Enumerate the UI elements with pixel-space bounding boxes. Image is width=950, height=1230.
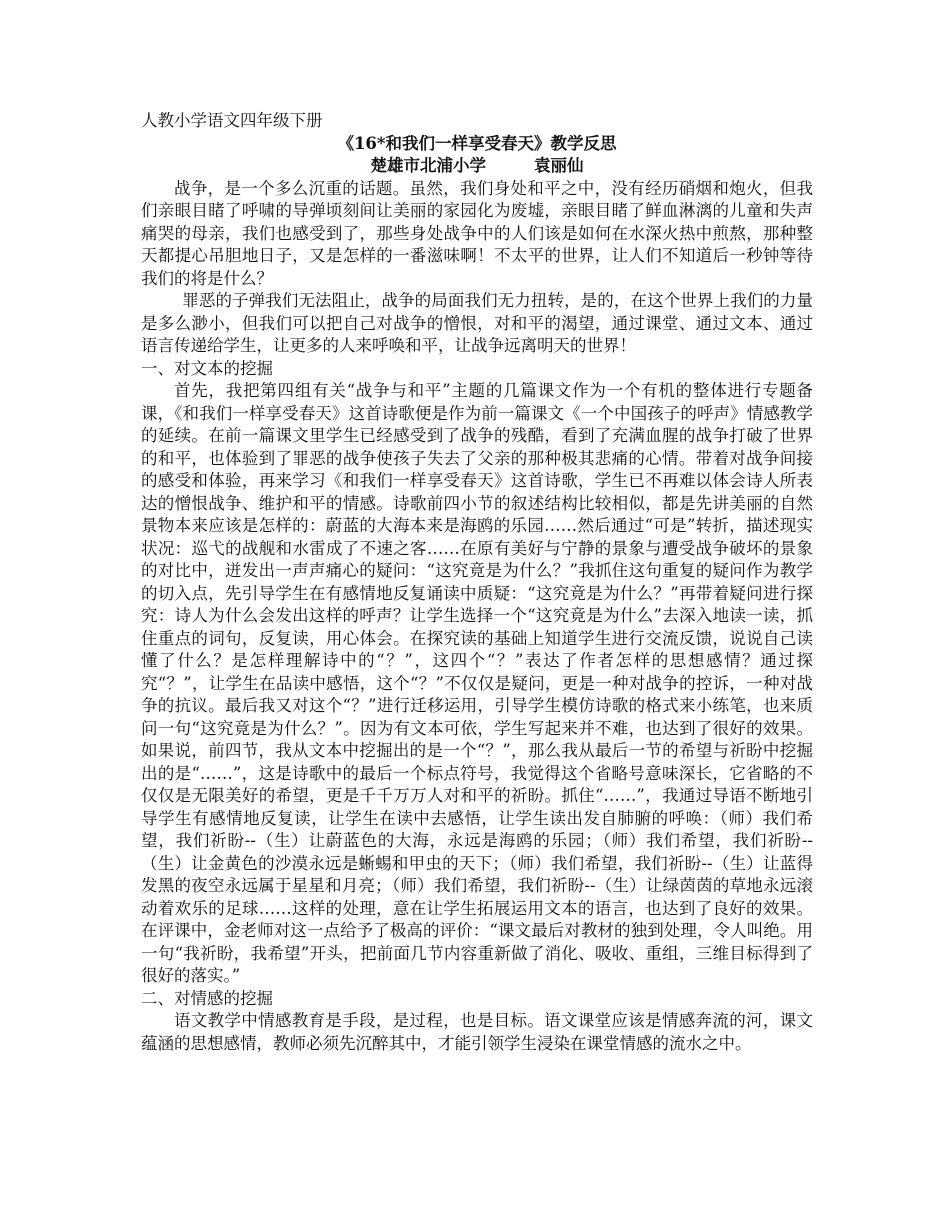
document-header: 人教小学语文四年级下册 [141,111,323,130]
document-title: 《16*和我们一样享受春天》教学反思 [337,133,617,153]
intro-paragraph-1: 战争，是一个多么沉重的话题。虽然，我们身处和平之中，没有经历硝烟和炮火，但我们亲眼目睹了呼啸的导弹顷刻间让美丽的家园化为废墟，亲眼目睹了鲜血淋漓的儿童和失声痛哭的母亲，我们也感受到了，那些身处战争中的人们该是如何在水深火热中煎熬，那种整天都提心吊胆地日子，又是怎样的一番滋味啊！不太平的世界，让人们不知道后一秒钟等待我们的将是什么？ [141,178,813,288]
author-school: 楚雄市北浦小学 [370,156,486,175]
section-2-heading: 二、对情感的挖掘 [141,988,273,1008]
section-1-paragraph: 首先，我把第四组有关“战争与和平”主题的几篇课文作为一个有机的整体进行专题备课，《和我们一样享受春天》这首诗歌便是作为前一篇课文《一个中国孩子的呼声》情感教学的延续。在前一篇课文里学生已经感受到了战争的残酷，看到了充满血腥的战争打破了世界的和平，也体验到了罪恶的战争使孩子失去了父亲的那种极其悲痛的心情。带着对战争间接的感受和体验，再来学习《和我们一样享受春天》这首诗歌，学生已不再难以体会诗人所表达的憎恨战争、维护和平的情感。诗歌前四小节的叙述结构比较相似，都是先讲美丽的自然景物本来应该是怎样的：蔚蓝的大海本来是海鸥的乐园……然后通过“可是”转折，描述现实状况：巡弋的战舰和水雷成了不速之客……在原有美好与宁静的景象与遭受战争破坏的景象的对比中，迸发出一声声痛心的疑问：“这究竟是为什么？”我抓住这句重复的疑问作为教学的切入点，先引导学生在有感情地反复诵读中质疑：“这究竟是为什么？”再带着疑问进行探究：诗人为什么会发出这样的呼声？让学生选择一个“这究竟是为什么”去深入地读一读，抓住重点的词句，反复读，用心体会。在探究读的基础上知道学生进行交流反馈，说说自己读懂了什么？是怎样理解诗中的“？”，这四个“？”表达了作者怎样的思想感情？通过探究“？”，让学生在品读中感悟，这个“？”不仅仅是疑问，更是一种对战争的控诉，一种对战争的抗议。最后我又对这个“？”进行迁移运用，引导学生模仿诗歌的格式来小练笔，也来质问一句“这究竟是为什么？”。因为有文本可依，学生写起来并不难，也达到了很好的效果。如果说，前四节，我从文本中挖掘出的是一个“？”，那么我从最后一节的希望与祈盼中挖掘出的是“……”，这是诗歌中的最后一个标点符号，我觉得这个省略号意味深长，它省略的不仅仅是无限美好的希望，更是千千万万人对和平的祈盼。抓住“……”，我通过导语不断地引导学生有感情地反复读，让学生在读中去感悟，让学生读出发自肺腑的呼唤：（师）我们希望，我们祈盼--（生）让蔚蓝色的大海，永远是海鸥的乐园；（师）我们希望，我们祈盼--（生）让金黄色的沙漠永远是蜥蜴和甲虫的天下；（师）我们希望，我们祈盼--（生）让蓝得发黑的夜空永远属于星星和月亮；（师）我们希望，我们祈盼--（生）让绿茵茵的草地永远滚动着欢乐的足球……这样的处理，意在让学生拓展运用文本的语言，也达到了良好的效果。在评课中，金老师对这一点给予了极高的评价：“课文最后对教材的独到处理，令人叫绝。用一句“我祈盼，我希望”开头，把前面几节内容重新做了消化、吸收、重组，三维目标得到了很好的落实。” [141,381,813,985]
section-2-paragraph: 语文教学中情感教育是手段，是过程，也是目标。语文课堂应该是情感奔流的河，课文蕴涵的思想感情，教师必须先沉醉其中，才能引领学生浸染在课堂情感的流水之中。 [141,1011,813,1053]
section-1-heading: 一、对文本的挖掘 [141,358,273,378]
author-name: 袁丽仙 [534,156,584,175]
author-line [141,155,813,178]
document-page [141,110,813,1055]
intro-paragraph-2: 罪恶的子弹我们无法阻止，战争的局面我们无力扭转，是的，在这个世界上我们的力量是多么渺小，但我们可以把自己对战争的憎恨，对和平的渴望，通过课堂、通过文本、通过语言传递给学生，让更多的人来呼唤和平，让战争远离明天的世界！ [141,291,813,355]
